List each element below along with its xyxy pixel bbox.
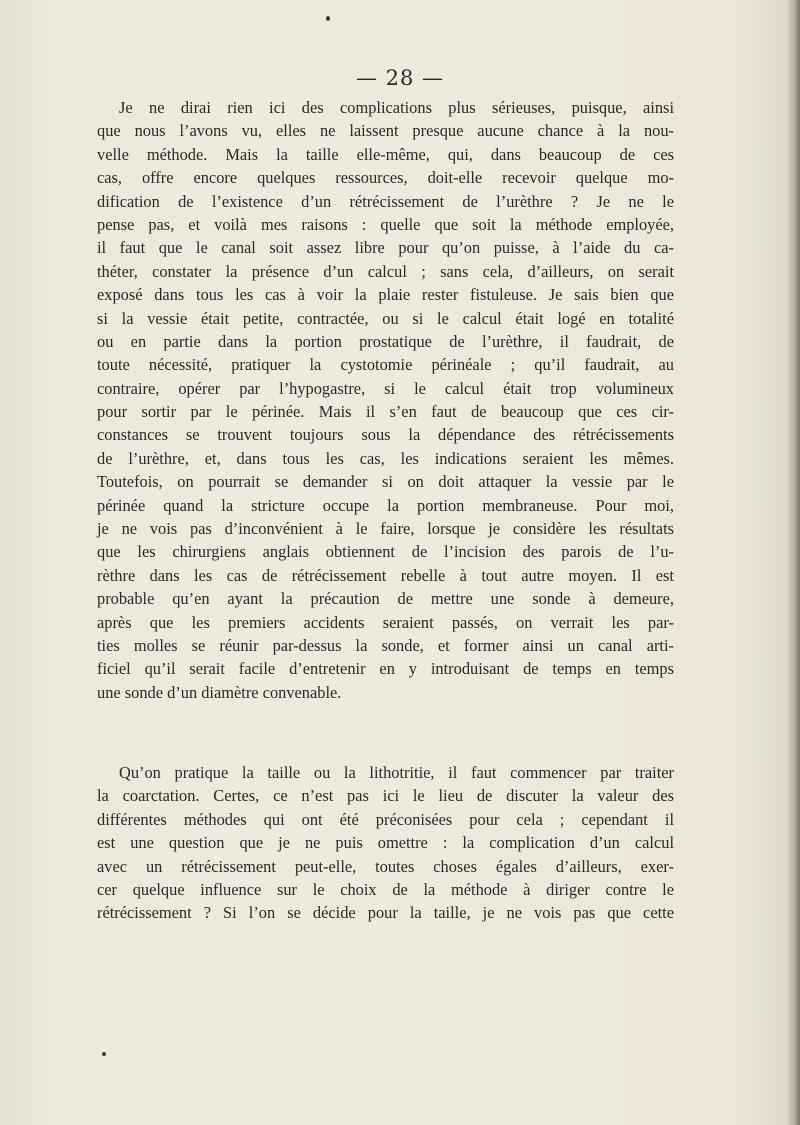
text-line: différentes méthodes qui ont été préconisées pour cela ; cependant il (97, 809, 674, 829)
ink-speck (326, 16, 330, 21)
text-line: cer quelque influence sur le choix de la méthode à diriger contre le (97, 879, 674, 899)
text-line: Qu’on pratique la taille ou la lithotritie, il faut commencer par traiter (119, 763, 674, 782)
text-line: si la vessie était petite, contractée, ou si le calcul était logé en totalité (97, 308, 674, 328)
text-line: que nous l’avons vu, elles ne laissent presque aucune chance à la nou- (97, 121, 674, 141)
text-line: pense pas, et voilà mes raisons : quelle que soit la méthode employée, (97, 214, 674, 234)
text-line: de l’urèthre, et, dans tous les cas, les indications seraient les mêmes. (97, 448, 674, 468)
text-line: pour sortir par le périnée. Mais il s’en faut de beaucoup que ces cir- (97, 402, 674, 422)
text-line: velle méthode. Mais la taille elle-même, qui, dans beaucoup de ces (97, 144, 674, 164)
text-line: contraire, opérer par l’hypogastre, si le calcul était trop volumineux (97, 378, 674, 398)
text-line: que les chirurgiens anglais obtiennent de l’incision des parois de l’u- (97, 542, 674, 562)
text-line: est une question que je ne puis omettre : la complication d’un calcul (97, 833, 674, 853)
text-line: je ne vois pas d’inconvénient à le faire, lorsque je considère les résultats (97, 519, 674, 539)
text-line: ties molles se réunir par-dessus la sonde, et former ainsi un canal arti- (97, 635, 674, 655)
text-line: ficiel qu’il serait facile d’entretenir en y introduisant de temps en temps (97, 659, 674, 679)
text-line: Je ne dirai rien ici des complications plus sérieuses, puisque, ainsi (119, 98, 674, 117)
text-line: cas, offre encore quelques ressources, doit-elle recevoir quelque mo- (97, 168, 674, 188)
text-line: périnée quand la stricture occupe la portion membraneuse. Pour moi, (97, 495, 674, 515)
text-line: Toutefois, on pourrait se demander si on doit attaquer la vessie par le (97, 472, 674, 492)
text-line: ou en partie dans la portion prostatique de l’urèthre, il faudrait, de (97, 331, 674, 351)
text-line: exposé dans tous les cas à voir la plaie rester fistuleuse. Je sais bien que (97, 285, 674, 305)
paragraph-1 (97, 96, 674, 704)
text-line: une sonde d’un diamètre convenable. (97, 682, 342, 702)
ink-speck (102, 1052, 106, 1056)
text-line: constances se trouvent toujours sous la dépendance des rétrécissements (97, 425, 674, 445)
page-number: — 28 — (355, 66, 445, 90)
text-line: rèthre dans les cas de rétrécissement rebelle à tout autre moyen. Il est (97, 565, 674, 585)
text-line: après que les premiers accidents seraient passés, on verrait les par- (97, 612, 674, 632)
page-edge-shadow (786, 0, 800, 1125)
paragraph-2 (97, 761, 674, 925)
text-line: il faut que le canal soit assez libre pour qu’on puisse, à l’aide du ca- (97, 238, 674, 258)
text-line: probable qu’en ayant la précaution de mettre une sonde à demeure, (97, 589, 674, 609)
text-line: dification de l’existence d’un rétrécissement de l’urèthre ? Je ne le (97, 191, 674, 211)
text-line: toute nécessité, pratiquer la cystotomie périnéale ; qu’il faudrait, au (97, 355, 674, 375)
text-line: avec un rétrécissement peut-elle, toutes choses égales d’ailleurs, exer- (97, 856, 674, 876)
text-line: théter, constater la présence d’un calcul ; sans cela, d’ailleurs, on serait (97, 261, 674, 281)
text-line: rétrécissement ? Si l’on se décide pour la taille, je ne vois pas que cette (97, 903, 674, 923)
text-line: la coarctation. Certes, ce n’est pas ici le lieu de discuter la valeur des (97, 786, 674, 806)
